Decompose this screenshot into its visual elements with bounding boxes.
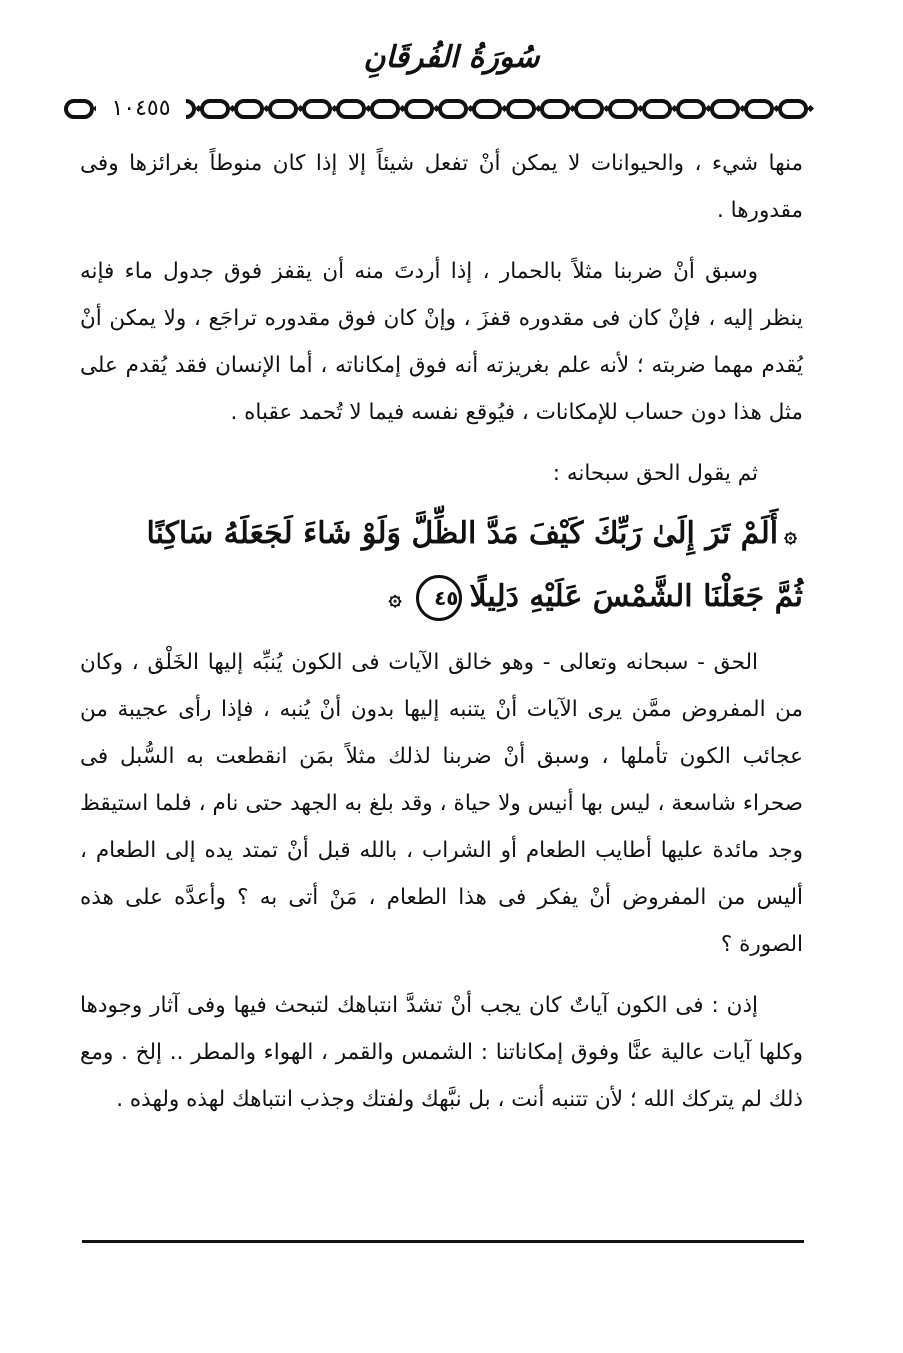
verse-ornament-icon: ۞ <box>784 522 797 548</box>
band-diamond <box>807 105 814 112</box>
band-link <box>746 101 772 117</box>
paragraph-1: منها شيء ، والحيوانات لا يمكن أنْ تفعل شيئاً إلا إذا كان منوطاً بغرائزها وفى مقدورها . <box>80 151 803 223</box>
band-link <box>304 101 330 117</box>
band-link <box>474 101 500 117</box>
band-link <box>644 101 670 117</box>
band-link <box>270 101 296 117</box>
verse-line-1-container <box>80 503 803 566</box>
footer-rule <box>82 1240 804 1243</box>
paragraph-3: الحق - سبحانه وتعالى - وهو خالق الآيات فى الكون يُنبِّه إليها الخَلْق ، وكان من المفروض ممَّن يرى الآيات أنْ يتنبه إليها بدون أنْ يُنبه ، فإذا رأى عجيبة من عجائب الكون تأملها ، وسبق أنْ ضربنا لذلك مثلاً بمَن انقطعت به السُّبل فى صحراء شاسعة ، ليس بها أنيس ولا حياة ، وقد بلغ به الجهد حتى نام ، فلما استيقظ وجد مائدة عليها أطايب الطعام أو الشراب ، بالله قبل أنْ تمتد يده إلى الطعام ، أليس من المفروض أنْ يفكر فى هذا الطعام ، مَنْ أتى به ؟ وأعدَّه على هذه الصورة ؟ <box>80 650 803 957</box>
ayah-number-marker: ٤٥ <box>416 575 462 621</box>
band-link <box>338 101 364 117</box>
band-link <box>440 101 466 117</box>
band-link <box>610 101 636 117</box>
band-link <box>576 101 602 117</box>
band-link <box>678 101 704 117</box>
band-link <box>406 101 432 117</box>
paragraph-4: إذن : فى الكون آياتٌ كان يجب أنْ تشدَّ انتباهك لتبحث فيها وفى آثار وجودها وكلها آيات عالية عنَّا وفوق إمكاناتنا : الشمس والقمر ، الهواء والمطر .. إلخ . ومع ذلك لم يتركك الله ؛ لأن تتنبه أنت ، بل نبَّهك ولفتك وجذب انتباهك لهذه ولهذه . <box>80 993 803 1112</box>
verse-intro: ثم يقول الحق سبحانه : <box>552 461 758 486</box>
page-number: ١٠٤٥٥ <box>96 94 186 124</box>
band-link <box>780 101 806 117</box>
page-body <box>80 140 803 1137</box>
paragraph-2: وسبق أنْ ضربنا مثلاً بالحمار ، إذا أردتَ منه أن يقفز فوق جدول ماء فإنه ينظر إليه ، فإنْ كان فى مقدوره قفزَ ، وإنْ كان فوق مقدوره تراجَع ، ولا يمكن أنْ يُقدم مهما ضربته ؛ لأنه علم بغريزته أنه فوق إمكاناته ، أما الإنسان فقد يُقدم على مثل هذا دون حساب للإمكانات ، فيُوقع نفسه فيما لا تُحمد عقباه . <box>80 259 803 425</box>
band-link <box>372 101 398 117</box>
verse-line-1: أَلَمْ تَرَ إِلَىٰ رَبِّكَ كَيْفَ مَدَّ الظِّلَّ وَلَوْ شَاءَ لَجَعَلَهُ سَاكِنًا <box>146 516 779 551</box>
band-link <box>202 101 228 117</box>
band-link <box>66 101 92 117</box>
band-link <box>712 101 738 117</box>
band-link <box>542 101 568 117</box>
verse-ornament-end-icon: ۞ <box>388 585 402 611</box>
quran-verse <box>80 503 803 629</box>
band-link <box>508 101 534 117</box>
surah-title: سُورَةُ الفُرقَانِ <box>363 40 540 75</box>
band-link <box>236 101 262 117</box>
verse-line-2: ثُمَّ جَعَلْنَا الشَّمْسَ عَلَيْهِ دَلِيلًا <box>469 579 803 614</box>
verse-line-2-container <box>80 566 803 629</box>
